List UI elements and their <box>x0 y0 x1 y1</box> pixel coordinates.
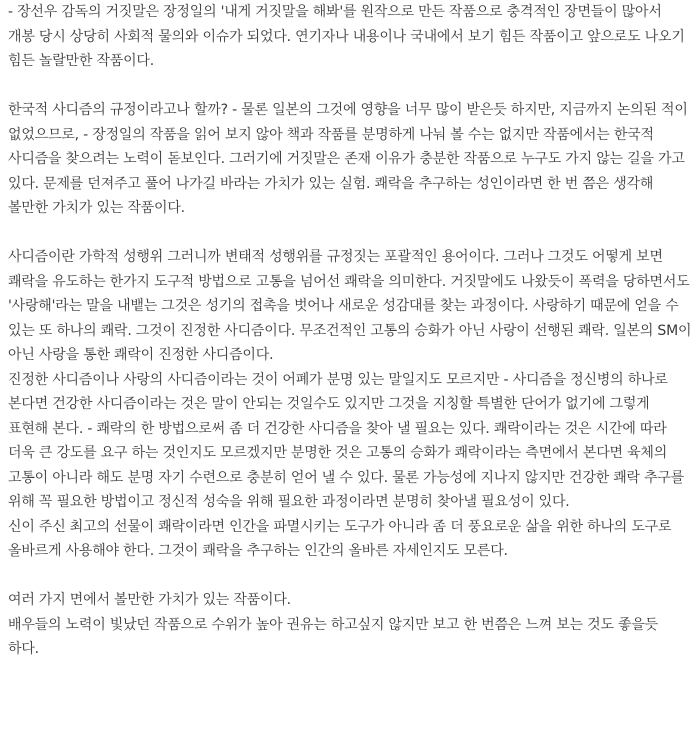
korean-sadism-paragraph: 한국적 사디즘의 규정이라고나 할까? - 물론 일본의 그것에 영향을 너무 많이 받은듯 하지만, 지금까지 논의된 적이 없었으므로, - 장정일의 작품을 읽어 보지 않아 책과 작품를 분명하게 나눠 볼 수는 없지만 작품에서는 한국적 사디즘을 찾으려는 노력이 돋보인다. 그러기에 거짓말은 존재 이유가 충분한 작품으로 누구도 가지 않는 길을 가고 있다. 문제를 던져주고 풀어 나가길 바라는 가치가 있는 실험. 쾌락을 추구하는 성인이라면 한 번 쯤은 생각해 볼만한 가치가 있는 작품이다. <box>8 102 688 216</box>
sadism-definition-paragraph: 사디즘이란 가학적 성행위 그러니까 변태적 성행위를 규정짓는 포괄적인 용어이다. 그러나 그것도 어떻게 보면 쾌락을 유도하는 한가지 도구적 방법으로 고통을 넘어선 쾌락을 의미한다. 거짓말에도 나왔듯이 폭력을 당하면서도 '사랑해'라는 말을 내뱉는 그것은 성기의 접촉을 벗어나 새로운 성감대를 찾는 과정이다. 사랑하기 때문에 얻을 수 있는 또 하나의 쾌락. 그것이 진정한 사디즘이다. 무조건적인 고통의 승화가 아닌 사랑이 선행된 쾌락. 일본의 SM이 아닌 사랑을 통한 쾌락이 진정한 사디즘이다. 진정한 사디즘이나 사랑의 사디즘이라는 것이 어폐가 분명 있는 말일지도 모르지만 - 사디즘을 정신병의 하나로 본다면 건강한 사디즘이라는 것은 말이 안되는 것일수도 있지만 그것을 지칭할 특별한 단어가 없기에 그렇게 표현해 본다. - 쾌락의 한 방법으로써 좀 더 건강한 사디즘을 찾아 낼 필요는 있다. 쾌락이라는 것은 시간에 따라 더욱 큰 강도를 요구 하는 것인지도 모르겠지만 분명한 것은 고통의 승화가 쾌락이라는 측면에서 본다면 육체의 고통이 아니라 해도 분명 자기 수련으로 충분히 얻어 낼 수 있다. 물론 가능성에 지나지 않지만 건강한 쾌락 추구를 위해 꼭 필요한 방법이고 정신적 성숙을 위해 필요한 과정이라면 분명히 찾아낼 필요성이 있다. 신이 주신 최고의 선물이 쾌락이라면 인간을 파멸시키는 도구가 아니라 좀 더 풍요로운 삶을 위한 하나의 도구로 올바르게 사용해야 한다. 그것이 쾌락을 추구하는 인간의 올바른 자세인지도 모른다. <box>8 249 692 559</box>
conclusion-paragraph: 여러 가지 면에서 볼만한 가치가 있는 작품이다. 배우들의 노력이 빛났던 작품으로 수위가 높아 권유는 하고싶지 않지만 보고 한 번쯤은 느껴 보는 것도 좋을듯 하다. <box>8 592 659 657</box>
intro-paragraph: - 장선우 감독의 거짓말은 장정일의 '내게 거짓말을 해봐'를 원작으로 만든 작품으로 충격적인 장면들이 많아서 개봉 당시 상당히 사회적 물의와 이슈가 되었다. 연기자나 내용이나 국내에서 보기 힘든 작품이고 앞으로도 나오기 힘든 놀랄만한 작품이다. <box>8 4 685 69</box>
paragraph-spacer <box>8 74 692 99</box>
paragraph-spacer <box>8 564 692 589</box>
paragraph-spacer <box>8 221 692 246</box>
